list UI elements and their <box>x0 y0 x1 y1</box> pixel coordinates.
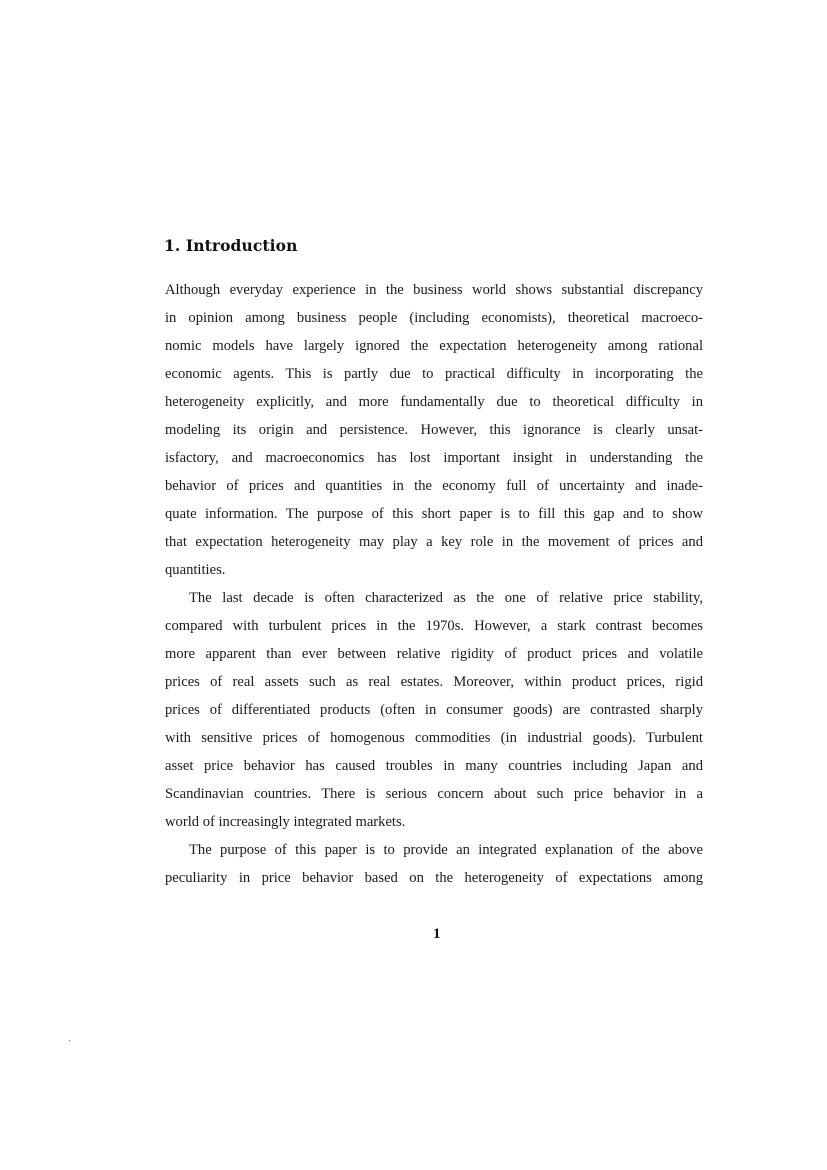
text-line: quantities. <box>165 562 226 578</box>
text-line: modeling its origin and persistence. However, this ignorance is clearly unsat- <box>165 422 703 438</box>
text-line: The purpose of this paper is to provide an integrated explanation of the above <box>189 842 703 858</box>
text-line: Scandinavian countries. There is serious concern about such price behavior in a <box>165 786 703 802</box>
scan-speck <box>69 1040 70 1041</box>
paragraph-3 <box>165 836 703 892</box>
text-line: nomic models have largely ignored the expectation heterogeneity among rational <box>165 338 703 354</box>
text-line: quate information. The purpose of this short paper is to fill this gap and to show <box>165 506 703 522</box>
section-heading: 1. Introduction <box>164 236 298 255</box>
text-line: in opinion among business people (including economists), theoretical macroeco- <box>165 310 703 326</box>
text-line: with sensitive prices of homogenous commodities (in industrial goods). Turbulent <box>165 730 703 746</box>
text-line: compared with turbulent prices in the 1970s. However, a stark contrast becomes <box>165 618 703 634</box>
text-line: heterogeneity explicitly, and more fundamentally due to theoretical difficulty in <box>165 394 703 410</box>
text-line: The last decade is often characterized as the one of relative price stability, <box>189 590 703 606</box>
text-line: isfactory, and macroeconomics has lost important insight in understanding the <box>165 450 703 466</box>
text-line: world of increasingly integrated markets. <box>165 814 406 830</box>
text-line: peculiarity in price behavior based on the heterogeneity of expectations among <box>165 870 703 886</box>
text-line: Although everyday experience in the business world shows substantial discrepancy <box>165 282 703 298</box>
paragraph-2 <box>165 584 703 836</box>
text-line: that expectation heterogeneity may play a key role in the movement of prices and <box>165 534 703 550</box>
page-number: 1 <box>433 926 441 942</box>
text-line: economic agents. This is partly due to practical difficulty in incorporating the <box>165 366 703 382</box>
body-text <box>165 276 703 892</box>
paragraph-1 <box>165 276 703 584</box>
text-line: prices of real assets such as real estates. Moreover, within product prices, rigid <box>165 674 703 690</box>
text-line: behavior of prices and quantities in the economy full of uncertainty and inade- <box>165 478 703 494</box>
text-line: more apparent than ever between relative rigidity of product prices and volatile <box>165 646 703 662</box>
text-line: asset price behavior has caused troubles in many countries including Japan and <box>165 758 703 774</box>
text-line: prices of differentiated products (often in consumer goods) are contrasted sharply <box>165 702 703 718</box>
